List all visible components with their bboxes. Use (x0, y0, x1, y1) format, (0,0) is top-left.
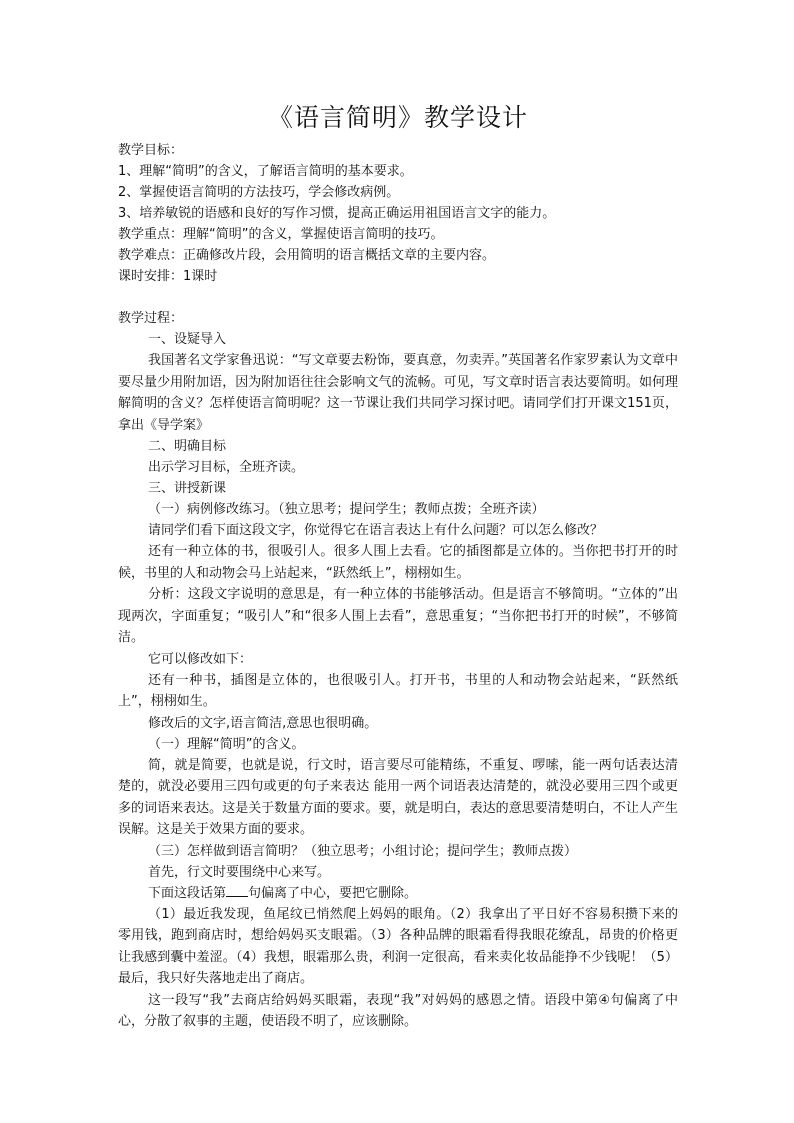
schedule: 课时安排：1课时 (118, 269, 218, 284)
section-heading-goal: 二、明确目标 (148, 439, 227, 454)
task-line (118, 883, 678, 904)
objective-2: 2、掌握使语言简明的方法技巧，学会修改病例。 (118, 185, 400, 200)
subsection-prompt: 请同学们看下面这段文字，你觉得它在语言表达上有什么问题？可以怎么修改？ (148, 523, 604, 538)
process-label: 教学过程： (118, 311, 184, 326)
task-before: 下面这段话第 (148, 885, 227, 901)
document-title: 《语言简明》教学设计 (267, 103, 528, 132)
revised-paragraph: 还有一种书，插图是立体的，也很吸引人。打开书，书里的人和动物会站起来，“跃然纸上”，栩栩如生。 (118, 672, 678, 709)
key-point: 教学重点：理解“简明”的含义，掌握使语言简明的技巧。 (118, 227, 444, 242)
analysis-paragraph: 分析：这段文字说明的意思是，有一种立体的书能够活动。但是语言不够简明。“立体的”出现两次，字面重复；“吸引人”和“很多人围上去看”，意思重复；“当你把书打开的时候”，不够简洁。 (118, 587, 678, 645)
section-heading-new: 三、讲授新课 (148, 481, 227, 496)
conclusion-paragraph: 这一段写“我”去商店给妈妈买眼霜，表现“我”对妈妈的感恩之情。语段中第④句偏离了中心，分散了叙事的主题，使语段不明了，应该删除。 (118, 992, 678, 1029)
document-page (118, 100, 678, 1033)
first-point: 首先，行文时要围绕中心来写。 (148, 864, 331, 880)
goal-text: 出示学习目标，全班齐读。 (148, 460, 305, 475)
subsection-heading-3: （三）怎样做到语言简明？（独立思考；小组讨论；提问学生；教师点拨） (148, 843, 578, 859)
answer-blank (226, 884, 248, 897)
subsection-heading-2: （一）理解“简明”的含义。 (148, 736, 305, 752)
objectives-label: 教学目标： (118, 143, 184, 158)
modify-label: 它可以修改如下： (148, 651, 253, 667)
intro-paragraph: 我国著名文学家鲁迅说：“写文章要去粉饰，要真意，勿卖弄。”英国著名作家罗素认为文章中要尽量少用附加语，因为附加语往往会影响文气的流畅。可见，写文章时语言表达要简明。如何理解简明的含义？怎样使语言简明呢？这一节课让我们共同学习探讨吧。请同学们打开课文151页，拿出《导学案》 (118, 353, 678, 433)
example-paragraph: 还有一种立体的书，很吸引人。很多人围上去看。它的插图都是立体的。当你把书打开的时候，书里的人和动物会马上站起来，“跃然纸上”，栩栩如生。 (118, 544, 678, 581)
task-after: 句偏离了中心，要把它删除。 (248, 885, 418, 901)
meaning-paragraph: 简，就是简要，也就是说，行文时，语言要尽可能精练，不重复、啰嗦，能一两句话表达清楚的，就没必要用三四句或更的句子来表达 能用一两个词语表达清楚的，就没必要用三四个或更多的词语来表达。这是关于数量方面的要求。要，就是明白，表达的意思要清楚明白，不让人产生误解。这是关于效果方面的要求。 (118, 757, 678, 837)
difficult-point: 教学难点：正确修改片段，会用简明的语言概括文章的主要内容。 (118, 248, 496, 263)
objective-3: 3、培养敏锐的语感和良好的写作习惯，提高正确运用祖国语言文字的能力。 (118, 206, 556, 221)
passage-paragraph: （1）最近我发现，鱼尾纹已悄然爬上妈妈的眼角。（2）我拿出了平日好不容易积攒下来的零用钱，跑到商店时，想给妈妈买支眼霜。（3）各种品牌的眼霜看得我眼花缭乱，昂贵的价格更让我感到囊中羞涩。（4）我想，眼霜那么贵，利润一定很高，看来卖化妆品能挣不少钱呢！（5）最后，我只好失落地走出了商店。 (118, 906, 678, 986)
section-heading-intro: 一、设疑导入 (148, 332, 227, 347)
subsection-heading-1: （一）病例修改练习。（独立思考；提问学生；教师点拨；全班齐读） (148, 502, 545, 517)
revised-note: 修改后的文字,语言简洁,意思也很明确。 (148, 715, 378, 731)
objective-1: 1、理解“简明”的含义，了解语言简明的基本要求。 (118, 164, 413, 179)
spacer (118, 287, 678, 308)
